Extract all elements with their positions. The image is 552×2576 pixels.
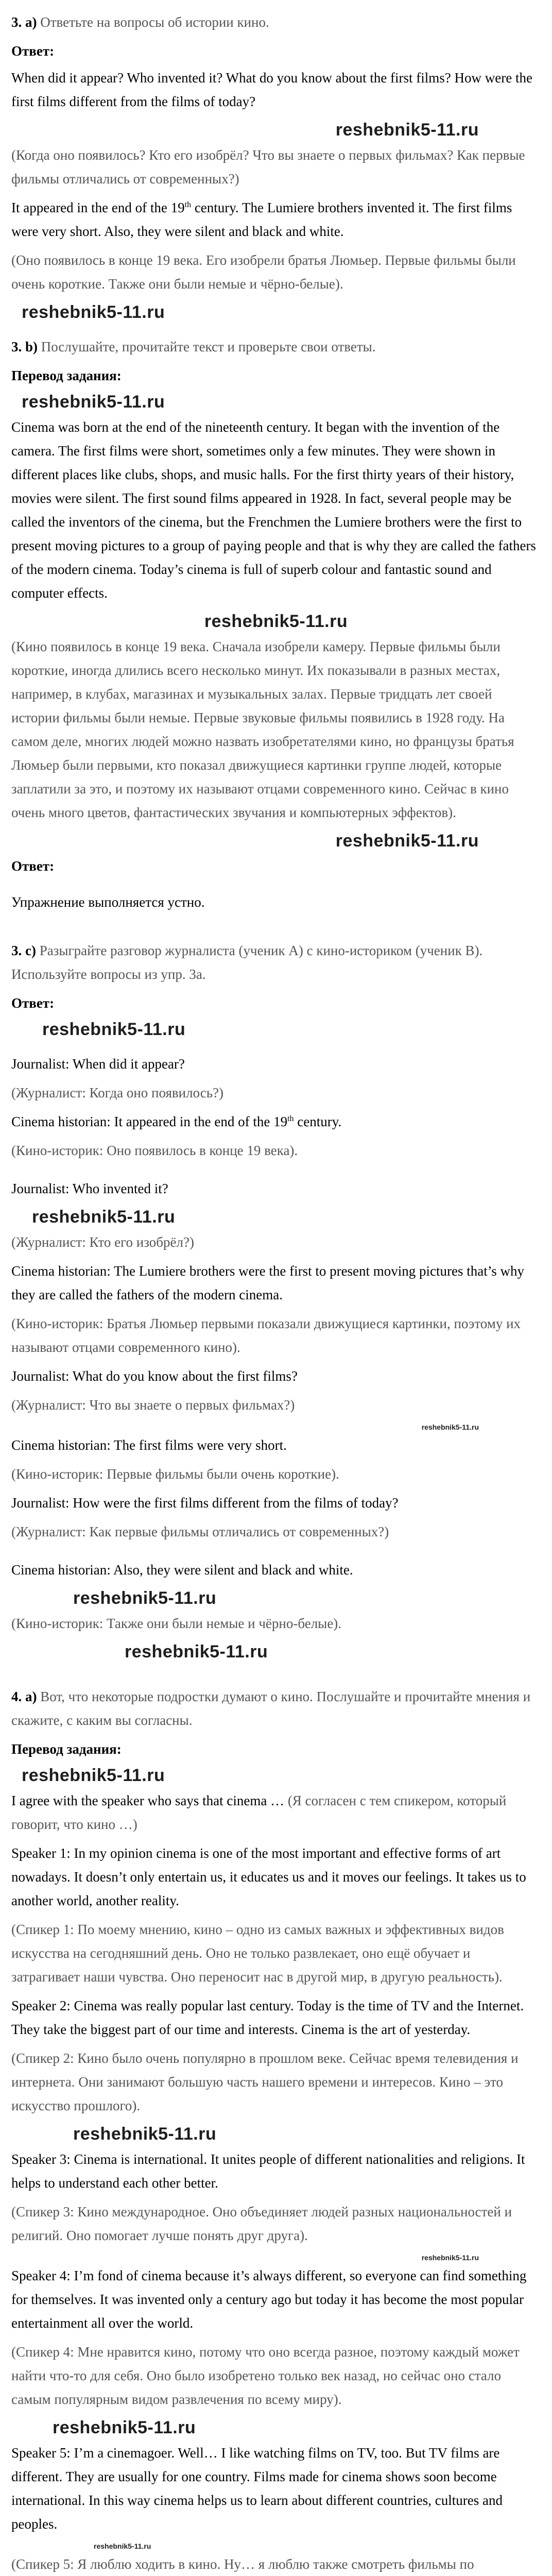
answer-text: Упражнение выполняется устно. bbox=[11, 894, 205, 910]
watermark: reshebnik5-11.ru bbox=[22, 392, 165, 412]
watermark: reshebnik5-11.ru bbox=[32, 1207, 176, 1227]
speaker-en: Speaker 1: In my opinion cinema is one of the most important and effective forms of art nowadays. It doesn’t only entertain us, it educates us and it moves our feelings. It takes us to another world, another reality. bbox=[11, 1845, 526, 1908]
watermark: reshebnik5-11.ru bbox=[53, 2418, 196, 2437]
watermark: reshebnik5-11.ru bbox=[22, 302, 165, 322]
watermark: reshebnik5-11.ru bbox=[22, 1766, 165, 1785]
dialog-line-ru: (Журналист: Когда оно появилось?) bbox=[11, 1085, 224, 1100]
watermark: reshebnik5-11.ru bbox=[335, 831, 479, 851]
questions-ru: (Когда оно появилось? Кто его изобрёл? Что вы знаете о первых фильмах? Как первые фильмы отличались от современных?) bbox=[11, 147, 525, 187]
watermark: reshebnik5-11.ru bbox=[125, 1642, 268, 1662]
questions-en: When did it appear? Who invented it? What do you know about the first films? How were the first films different from the films of today? bbox=[11, 70, 532, 109]
dialog-line-ru: (Журналист: Что вы знаете о первых фильмах?) bbox=[11, 1397, 295, 1413]
watermark: reshebnik5-11.ru bbox=[204, 612, 348, 631]
dialog-line-ru: (Кино-историк: Первые фильмы были очень короткие). bbox=[11, 1466, 339, 1482]
translation-label: Перевод задания: bbox=[11, 1741, 122, 1757]
dialog-line-en: Journalist: When did it appear? bbox=[11, 1056, 185, 1072]
answer-label: Ответ: bbox=[11, 43, 55, 59]
text-ru: (Кино появилось в конце 19 века. Сначала изобрели камеру. Первые фильмы были короткие, иногда длились всего несколько минут. Их показывали в разных местах, например, в клубах, магазинах и музыкальных залах. Первые тридцать лет своей истории фильмы были немые. Первые звуковые фильмы появились в 1928 году. На самом деле, многих людей можно назвать изобретателями кино, но французы братья Люмьер были первыми, кто показал движущиеся картинки группе людей, которые заплатили за это, и поэтому их называют отцами современного кино. Сейчас в кино очень много цветов, фантастических звучания и компьютерных эффектов). bbox=[11, 639, 514, 820]
watermark: reshebnik5-11.ru bbox=[73, 2124, 217, 2144]
watermark: reshebnik5-11.ru bbox=[335, 120, 479, 140]
dialog-line-ru: (Кино-историк: Братья Люмьер первыми показали движущиеся картинки, поэтому их называют отцами современного кино). bbox=[11, 1316, 521, 1355]
speaker-en: Speaker 3: Cinema is international. It unites people of different nationalities and religions. It helps to understand each other better. bbox=[11, 2151, 525, 2191]
task-instruction: Ответьте на вопросы об истории кино. bbox=[40, 14, 269, 30]
answer-en: It appeared in the end of the 19th century. The Lumiere brothers invented it. The first films were very short. Also, they were silent and black and white. bbox=[11, 200, 512, 239]
dialog-line-en: Cinema historian: The Lumiere brothers were the first to present moving pictures that’s why they are called the fathers of the modern cinema. bbox=[11, 1263, 525, 1302]
answer-ru: (Оно появилось в конце 19 века. Его изобрели братья Люмьер. Первые фильмы были очень короткие. Также они были немые и чёрно-белые). bbox=[11, 252, 516, 292]
dialog-line-en: Cinema historian: The first films were very short. bbox=[11, 1437, 287, 1453]
speaker-en: Speaker 5: I’m a cinemagoer. Well… I like watching films on TV, too. But TV films are different. They are usually for one country. Films made for cinema shows soon become international. In this way cinema helps us to learn about different countries, cultures and peoples. bbox=[11, 2445, 503, 2532]
speaker-ru: (Спикер 1: По моему мнению, кино – одно из самых важных и эффективных видов искусства на сегодняшний день. Оно не только развлекает, оно ещё обучает и затрагивает наши чувства. Оно переносит нас в другой мир, в другую реальность). bbox=[11, 1922, 504, 1985]
translation-label: Перевод задания: bbox=[11, 368, 122, 383]
task-3b-header: 3. b) Послушайте, прочитайте текст и проверьте свои ответы. bbox=[11, 339, 376, 354]
watermark: reshebnik5-11.ru bbox=[421, 2253, 479, 2262]
intro-line: I agree with the speaker who says that cinema … (Я согласен с тем спикером, который говорит, что кино …) bbox=[11, 1793, 507, 1832]
task-3c-header: 3. c) Разыграйте разговор журналиста (ученик А) с кино-историком (ученик В). Используйте вопросы из упр. 3а. bbox=[11, 943, 483, 982]
speaker-en: Speaker 4: I’m fond of cinema because it’s always different, so everyone can find something for themselves. It was invented only a century ago but today it has become the most popular entertainment all over the world. bbox=[11, 2268, 527, 2331]
task-number: 3. a) bbox=[11, 14, 37, 30]
speaker-en: Speaker 2: Cinema was really popular last century. Today is the time of TV and the Internet. They take the biggest part of our time and interests. Cinema is the art of yesterday. bbox=[11, 1998, 524, 2037]
speaker-ru: (Спикер 4: Мне нравится кино, потому что оно всегда разное, поэтому каждый может найти что-то для себя. Оно было изобретено только век назад, но сейчас оно стало самым популярным видом развлечения по всему миру). bbox=[11, 2344, 520, 2407]
dialog-line-en: Cinema historian: Also, they were silent and black and white. bbox=[11, 1562, 353, 1578]
dialog-line-en: Cinema historian: It appeared in the end of the 19th century. bbox=[11, 1114, 342, 1129]
answer-label: Ответ: bbox=[11, 858, 55, 874]
task-4a-header: 4. a) Вот, что некоторые подростки думают о кино. Послушайте и прочитайте мнения и скажите, с каким вы согласны. bbox=[11, 1689, 531, 1728]
dialog-line-ru: (Журналист: Как первые фильмы отличались от современных?) bbox=[11, 1524, 389, 1539]
dialog-line-en: Journalist: Who invented it? bbox=[11, 1181, 168, 1196]
watermark: reshebnik5-11.ru bbox=[73, 1588, 217, 1608]
dialog-line-en: Journalist: How were the first films different from the films of today? bbox=[11, 1495, 399, 1511]
task-3a-header bbox=[11, 10, 541, 34]
text-en: Cinema was born at the end of the nineteenth century. It began with the invention of the camera. The first films were short, sometimes only a few minutes. They were shown in different places like clubs, shops, and music halls. For the first thirty years of their history, movies were silent. The first sound films appeared in 1928. In fact, several people may be called the inventors of the cinema, but the Frenchmen the Lumiere brothers were the first to present moving pictures to a group of paying people and that is why they are called the fathers of the modern cinema. Today’s cinema is full of superb colour and fantastic sound and computer effects. bbox=[11, 419, 536, 601]
dialog-line-ru: (Кино-историк: Оно появилось в конце 19 века). bbox=[11, 1143, 298, 1158]
dialog-line-en: Journalist: What do you know about the first films? bbox=[11, 1368, 298, 1384]
speaker-ru: (Спикер 2: Кино было очень популярно в прошлом веке. Сейчас время телевидения и интернета. Они занимают большую часть нашего времени и интересов. Кино – это искусство прошлого). bbox=[11, 2050, 519, 2113]
dialog-line-ru: (Журналист: Кто его изобрёл?) bbox=[11, 1234, 194, 1250]
answer-label: Ответ: bbox=[11, 995, 55, 1011]
dialog-line-ru: (Кино-историк: Также они были немые и чёрно-белые). bbox=[11, 1616, 342, 1631]
speaker-ru: (Спикер 3: Кино международное. Оно объединяет людей разных национальностей и религий. Оно помогает лучше понять друг друга). bbox=[11, 2204, 512, 2243]
watermark: reshebnik5-11.ru bbox=[42, 1020, 186, 1039]
watermark: reshebnik5-11.ru bbox=[94, 2542, 151, 2550]
speaker-ru: (Спикер 5: Я люблю ходить в кино. Ну… я люблю также смотреть фильмы по bbox=[11, 2556, 474, 2572]
watermark: reshebnik5-11.ru bbox=[421, 1423, 479, 1431]
